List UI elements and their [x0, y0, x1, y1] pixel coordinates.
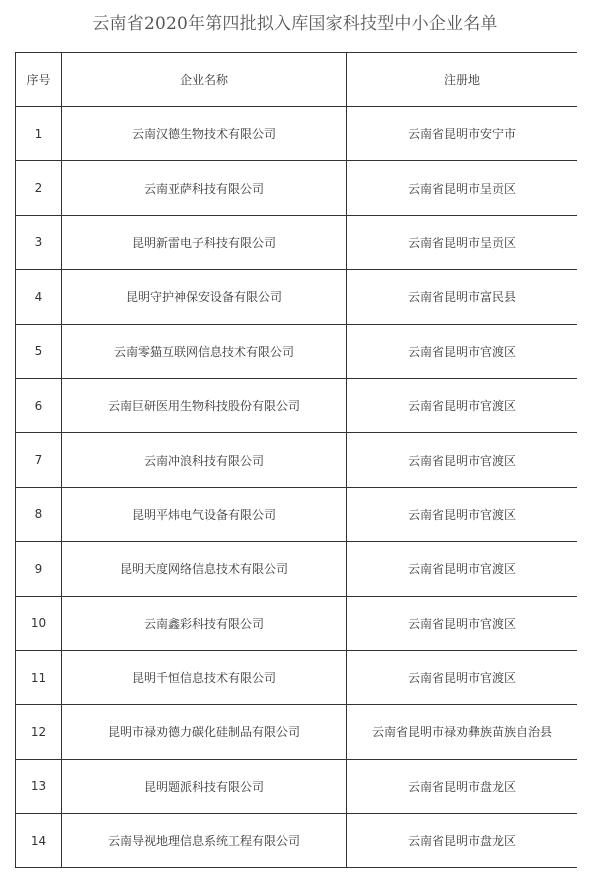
table-header-row — [16, 53, 578, 107]
cell-index: 10 — [16, 596, 62, 650]
cell-registered-location: 云南省昆明市官渡区 — [347, 324, 578, 378]
header-registered-location: 注册地 — [347, 53, 578, 107]
table-row — [16, 487, 578, 541]
cell-company-name: 昆明千恒信息技术有限公司 — [62, 650, 347, 704]
table-row — [16, 270, 578, 324]
cell-company-name: 昆明市禄劝德力碳化硅制品有限公司 — [62, 705, 347, 759]
cell-company-name: 昆明天度网络信息技术有限公司 — [62, 542, 347, 596]
cell-index: 5 — [16, 324, 62, 378]
page-title: 云南省2020年第四批拟入库国家科技型中小企业名单 — [92, 14, 498, 34]
cell-index: 9 — [16, 542, 62, 596]
cell-registered-location: 云南省昆明市富民县 — [347, 270, 578, 324]
cell-index: 13 — [16, 759, 62, 813]
table-row — [16, 814, 578, 868]
cell-index: 12 — [16, 705, 62, 759]
cell-company-name: 昆明题派科技有限公司 — [62, 759, 347, 813]
cell-index: 11 — [16, 650, 62, 704]
cell-index: 4 — [16, 270, 62, 324]
cell-index: 1 — [16, 107, 62, 161]
table-row — [16, 705, 578, 759]
table-row — [16, 107, 578, 161]
table-row — [16, 759, 578, 813]
table-container — [15, 52, 577, 874]
cell-index: 6 — [16, 378, 62, 432]
cell-registered-location: 云南省昆明市盘龙区 — [347, 759, 578, 813]
cell-registered-location: 云南省昆明市官渡区 — [347, 542, 578, 596]
cell-registered-location: 云南省昆明市安宁市 — [347, 107, 578, 161]
cell-company-name: 昆明守护神保安设备有限公司 — [62, 270, 347, 324]
cell-registered-location: 云南省昆明市官渡区 — [347, 378, 578, 432]
table-row — [16, 433, 578, 487]
cell-company-name: 云南冲浪科技有限公司 — [62, 433, 347, 487]
cell-company-name: 云南亚萨科技有限公司 — [62, 161, 347, 215]
cell-registered-location: 云南省昆明市盘龙区 — [347, 814, 578, 868]
header-index: 序号 — [16, 53, 62, 107]
table-row — [16, 650, 578, 704]
cell-index: 2 — [16, 161, 62, 215]
header-company-name: 企业名称 — [62, 53, 347, 107]
cell-company-name: 云南汉德生物技术有限公司 — [62, 107, 347, 161]
cell-registered-location: 云南省昆明市官渡区 — [347, 487, 578, 541]
company-list-table — [15, 52, 577, 868]
table-row — [16, 215, 578, 269]
cell-company-name: 云南零猫互联网信息技术有限公司 — [62, 324, 347, 378]
cell-registered-location: 云南省昆明市呈贡区 — [347, 161, 578, 215]
cell-index: 7 — [16, 433, 62, 487]
cell-company-name: 昆明新雷电子科技有限公司 — [62, 215, 347, 269]
table-row — [16, 324, 578, 378]
cell-registered-location: 云南省昆明市官渡区 — [347, 650, 578, 704]
cell-company-name: 云南巨研医用生物科技股份有限公司 — [62, 378, 347, 432]
cell-index: 8 — [16, 487, 62, 541]
cell-registered-location: 云南省昆明市官渡区 — [347, 596, 578, 650]
table-row — [16, 542, 578, 596]
cell-index: 3 — [16, 215, 62, 269]
cell-index: 14 — [16, 814, 62, 868]
cell-registered-location: 云南省昆明市禄劝彝族苗族自治县 — [347, 705, 578, 759]
cell-registered-location: 云南省昆明市呈贡区 — [347, 215, 578, 269]
cell-registered-location: 云南省昆明市官渡区 — [347, 433, 578, 487]
cell-company-name: 昆明平炜电气设备有限公司 — [62, 487, 347, 541]
table-row — [16, 378, 578, 432]
cell-company-name: 云南鑫彩科技有限公司 — [62, 596, 347, 650]
table-row — [16, 596, 578, 650]
table-row — [16, 161, 578, 215]
cell-company-name: 云南导视地理信息系统工程有限公司 — [62, 814, 347, 868]
